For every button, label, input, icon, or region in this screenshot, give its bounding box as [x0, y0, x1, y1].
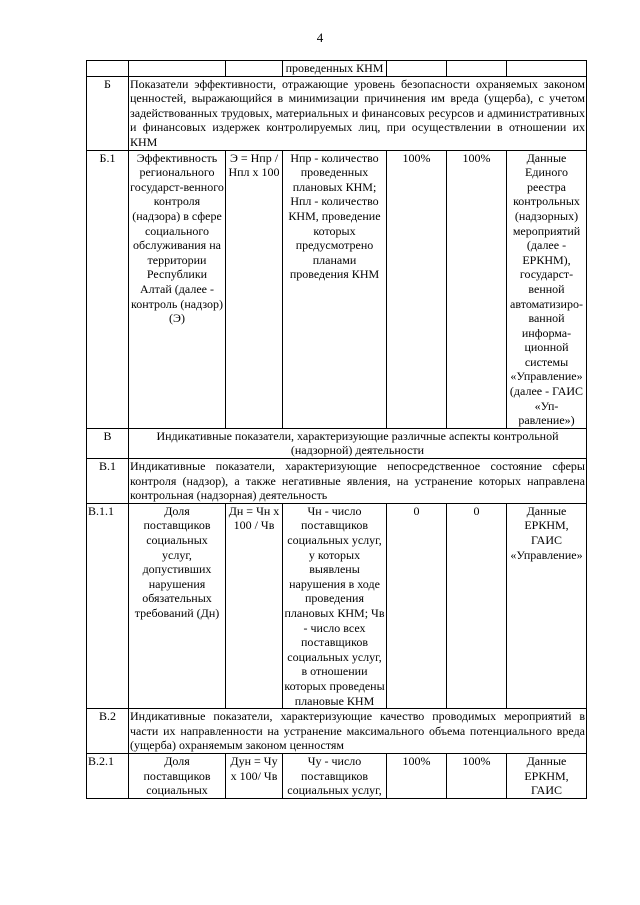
- definition-cell: Чу - число поставщиков социальных услуг,: [283, 753, 387, 798]
- code-cell: В.2: [87, 709, 129, 754]
- formula-cell: Дун = Чу x 100/ Чв: [226, 753, 283, 798]
- indicator-row-b1: [87, 150, 587, 428]
- code-cell: В.2.1: [87, 753, 129, 798]
- formula-cell: Дн = Чн x 100 / Чв: [226, 503, 283, 708]
- value-cell: 100%: [447, 150, 507, 428]
- section-row-v: [87, 428, 587, 458]
- indicator-row-v21: [87, 753, 587, 798]
- code-cell: Б: [87, 76, 129, 150]
- section-row-b: [87, 76, 587, 150]
- table-row: [87, 61, 587, 77]
- value-cell: 100%: [387, 150, 447, 428]
- indicators-table: [86, 60, 587, 799]
- code-cell: В.1.1: [87, 503, 129, 708]
- source-cell: Данные ЕРКНМ, ГАИС «Управление»: [507, 503, 587, 708]
- indicator-row-v11: [87, 503, 587, 708]
- name-cell: Доля поставщиков социальных услуг, допустивших нарушения обязательных требований (Дн): [129, 503, 226, 708]
- section-text: Индикативные показатели, характеризующие качество проводимых мероприятий в части их направленности на устранение максимального объема потенциального вреда (ущерба) охраняемым законом ценностям: [130, 709, 585, 753]
- source-cell: Данные Единого реестра контрольных (надзорных) мероприятий (далее - ЕРКНМ), государст-венной автоматизиро-ванной информа-ционной системы «Управление» (далее - ГАИС «Уп-равление»): [507, 150, 587, 428]
- section-text: Индикативные показатели, характеризующие различные аспекты контрольной (надзорной) деятельности: [129, 428, 587, 458]
- formula-cell: Э = Нпр / Нпл x 100: [226, 150, 283, 428]
- definition-cell: Нпр - количество проведенных плановых КНМ; Нпл - количество КНМ, проведение которых предусмотрено планами проведения КНМ: [283, 150, 387, 428]
- section-text: Индикативные показатели, характеризующие непосредственное состояние сферы контроля (надзор), а также негативные явления, на устранение которых направлена контрольная (надзорная) деятельность: [130, 459, 585, 503]
- source-cell: Данные ЕРКНМ, ГАИС: [507, 753, 587, 798]
- definition-cell: Чн - число поставщиков социальных услуг, у которых выявлены нарушения в ходе проведения плановых КНМ; Чв - число всех поставщиков социальных услуг, в отношении которых проведены плановые КНМ: [284, 503, 385, 708]
- code-cell: В.1: [87, 459, 129, 504]
- section-row-v1: [87, 459, 587, 504]
- value-cell: 100%: [387, 753, 447, 798]
- section-text: Показатели эффективности, отражающие уровень безопасности охраняемых законом ценностей, выражающийся в минимизации причинения им вреда (ущерба), с учетом задействованных трудовых, материальных и финансовых ресурсов и административных и финансовых издержек контролируемых лиц, при осуществлении в отношении их КНМ: [130, 76, 585, 149]
- name-cell: Эффективность регионального государст-венного контроля (надзора) в сфере социального обслуживания на территории Республики Алтай (далее - контроль (надзор) (Э): [129, 150, 226, 428]
- value-cell: 0: [387, 503, 447, 708]
- code-cell: Б.1: [87, 150, 129, 428]
- section-row-v2: [87, 709, 587, 754]
- value-cell: 100%: [447, 753, 507, 798]
- definition-cell: проведенных КНМ: [283, 61, 387, 77]
- name-cell: Доля поставщиков социальных: [129, 753, 226, 798]
- page-number: 4: [316, 30, 324, 45]
- code-cell: В: [87, 428, 129, 458]
- value-cell: 0: [447, 503, 507, 708]
